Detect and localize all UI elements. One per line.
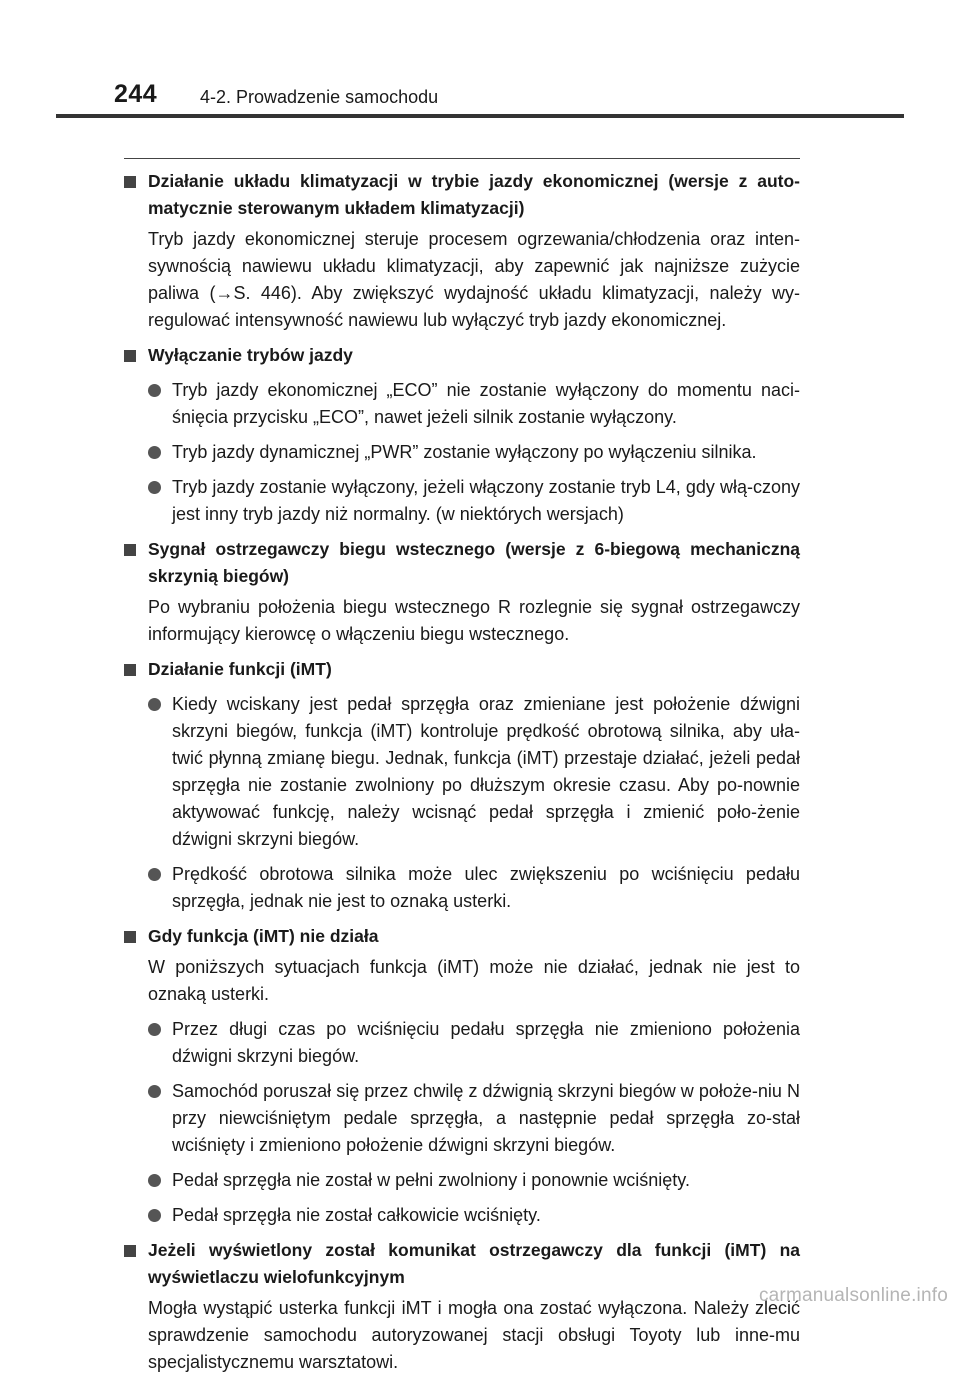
section-heading: [124, 342, 800, 369]
section: [124, 1237, 800, 1376]
paragraph: W poniższych sytuacjach funkcja (iMT) może nie działać, jednak nie jest to oznaką usterki.: [148, 957, 800, 1004]
bullet-item: [148, 691, 800, 853]
bullet-item: [148, 377, 800, 431]
bullet-text: Przez długi czas po wciśnięciu pedału sprzęgła nie zmieniono położenia dźwigni skrzyni biegów.: [172, 1019, 800, 1066]
section-heading-text: Działanie układu klimatyzacji w trybie jazdy ekonomicznej (wersje z auto-matycznie sterowanym układem klimatyzacji): [148, 171, 800, 218]
bullet-text: Pedał sprzęgła nie został całkowicie wciśnięty.: [172, 1205, 541, 1225]
section-title: 4-2. Prowadzenie samochodu: [200, 87, 439, 107]
content-top-rule: [124, 158, 800, 159]
paragraph: Tryb jazdy ekonomicznej steruje procesem ogrzewania/chłodzenia oraz inten-sywnością nawiewu układu klimatyzacji, aby zapewnić jak najniższe zużycie paliwa (→S. 446). Aby zwiększyć wydajność układu klimatyzacji, należy wy-regulować intensywność nawiewu lub wyłączyć tryb jazdy ekonomicznej.: [148, 229, 800, 330]
bullet-item: [148, 1202, 800, 1229]
bullet-text: Samochód poruszał się przez chwilę z dźwignią skrzyni biegów w położe-niu N przy niewciśniętym pedale sprzęgła, a następnie pedał sprzęgła zo-stał wciśnięty i zmieniono położenie dźwigni skrzyni biegów.: [172, 1081, 800, 1155]
round-bullet-icon: [148, 1078, 172, 1159]
square-bullet-icon: [124, 1237, 148, 1291]
bullet-text: Pedał sprzęgła nie został w pełni zwolniony i ponownie wciśnięty.: [172, 1170, 690, 1190]
section: [124, 656, 800, 915]
watermark: carmanualsonline.info: [758, 1285, 948, 1306]
section-heading: [124, 656, 800, 683]
header-rule: [56, 114, 904, 118]
page-header: [0, 0, 960, 118]
section-heading: [124, 536, 800, 590]
section: [124, 342, 800, 528]
square-bullet-icon: [124, 342, 148, 369]
section-heading-text: Jeżeli wyświetlony został komunikat ostrzegawczy dla funkcji (iMT) na wyświetlaczu wielofunkcyjnym: [148, 1240, 800, 1287]
square-bullet-icon: [124, 168, 148, 222]
bullet-text: Tryb jazdy ekonomicznej „ECO” nie zostanie wyłączony do momentu naci-śnięcia przycisku „ECO”, nawet jeżeli silnik zostanie wyłączony.: [172, 380, 800, 427]
section-heading-text: Działanie funkcji (iMT): [148, 659, 332, 679]
bullet-text: Kiedy wciskany jest pedał sprzęgła oraz zmieniane jest położenie dźwigni skrzyni biegów, funkcja (iMT) kontroluje prędkość obrotową silnika, aby uła-twić płynną zmianę biegu. Jednak, funkcja (iMT) przestaje działać, jeżeli pedał sprzęgła nie zostanie zwolniony po dłuższym okresie czasu. Aby po-nownie aktywować funkcję, należy wcisnąć pedał sprzęgła i zmienić poło-żenie dźwigni skrzyni biegów.: [172, 694, 800, 849]
bullet-item: [148, 1078, 800, 1159]
section: [124, 168, 800, 334]
round-bullet-icon: [148, 1167, 172, 1194]
page-content: [124, 168, 800, 1384]
round-bullet-icon: [148, 377, 172, 431]
paragraph: Po wybraniu położenia biegu wstecznego R rozlegnie się sygnał ostrzegawczy informujący kierowcę o włączeniu biegu wstecznego.: [148, 597, 800, 644]
round-bullet-icon: [148, 1202, 172, 1229]
round-bullet-icon: [148, 474, 172, 528]
square-bullet-icon: [124, 923, 148, 950]
bullet-item: [148, 1016, 800, 1070]
square-bullet-icon: [124, 536, 148, 590]
round-bullet-icon: [148, 861, 172, 915]
section-heading: [124, 168, 800, 222]
bullet-item: [148, 861, 800, 915]
section-heading-text: Gdy funkcja (iMT) nie działa: [148, 926, 379, 946]
section-heading: [124, 1237, 800, 1291]
section-heading-text: Sygnał ostrzegawczy biegu wstecznego (wersje z 6-biegową mechaniczną skrzynią biegów): [148, 539, 800, 586]
bullet-text: Tryb jazdy zostanie wyłączony, jeżeli włączony zostanie tryb L4, gdy włą-czony jest inny tryb jazdy niż normalny. (w niektórych wersjach): [172, 477, 800, 524]
bullet-item: [148, 439, 800, 466]
bullet-item: [148, 1167, 800, 1194]
section-heading: [124, 923, 800, 950]
paragraph: Mogła wystąpić usterka funkcji iMT i mogła ona zostać wyłączona. Należy zlecić sprawdzenie samochodu autoryzowanej stacji obsługi Toyoty lub inne-mu specjalistycznemu warsztatowi.: [148, 1298, 800, 1372]
section-heading-text: Wyłączanie trybów jazdy: [148, 345, 353, 365]
section: [124, 536, 800, 648]
round-bullet-icon: [148, 439, 172, 466]
round-bullet-icon: [148, 1016, 172, 1070]
bullet-text: Tryb jazdy dynamicznej „PWR” zostanie wyłączony po wyłączeniu silnika.: [172, 442, 757, 462]
bullet-item: [148, 474, 800, 528]
square-bullet-icon: [124, 656, 148, 683]
round-bullet-icon: [148, 691, 172, 853]
bullet-text: Prędkość obrotowa silnika może ulec zwiększeniu po wciśnięciu pedału sprzęgła, jednak nie jest to oznaką usterki.: [172, 864, 800, 911]
section: [124, 923, 800, 1229]
page-number: 244: [114, 80, 158, 108]
